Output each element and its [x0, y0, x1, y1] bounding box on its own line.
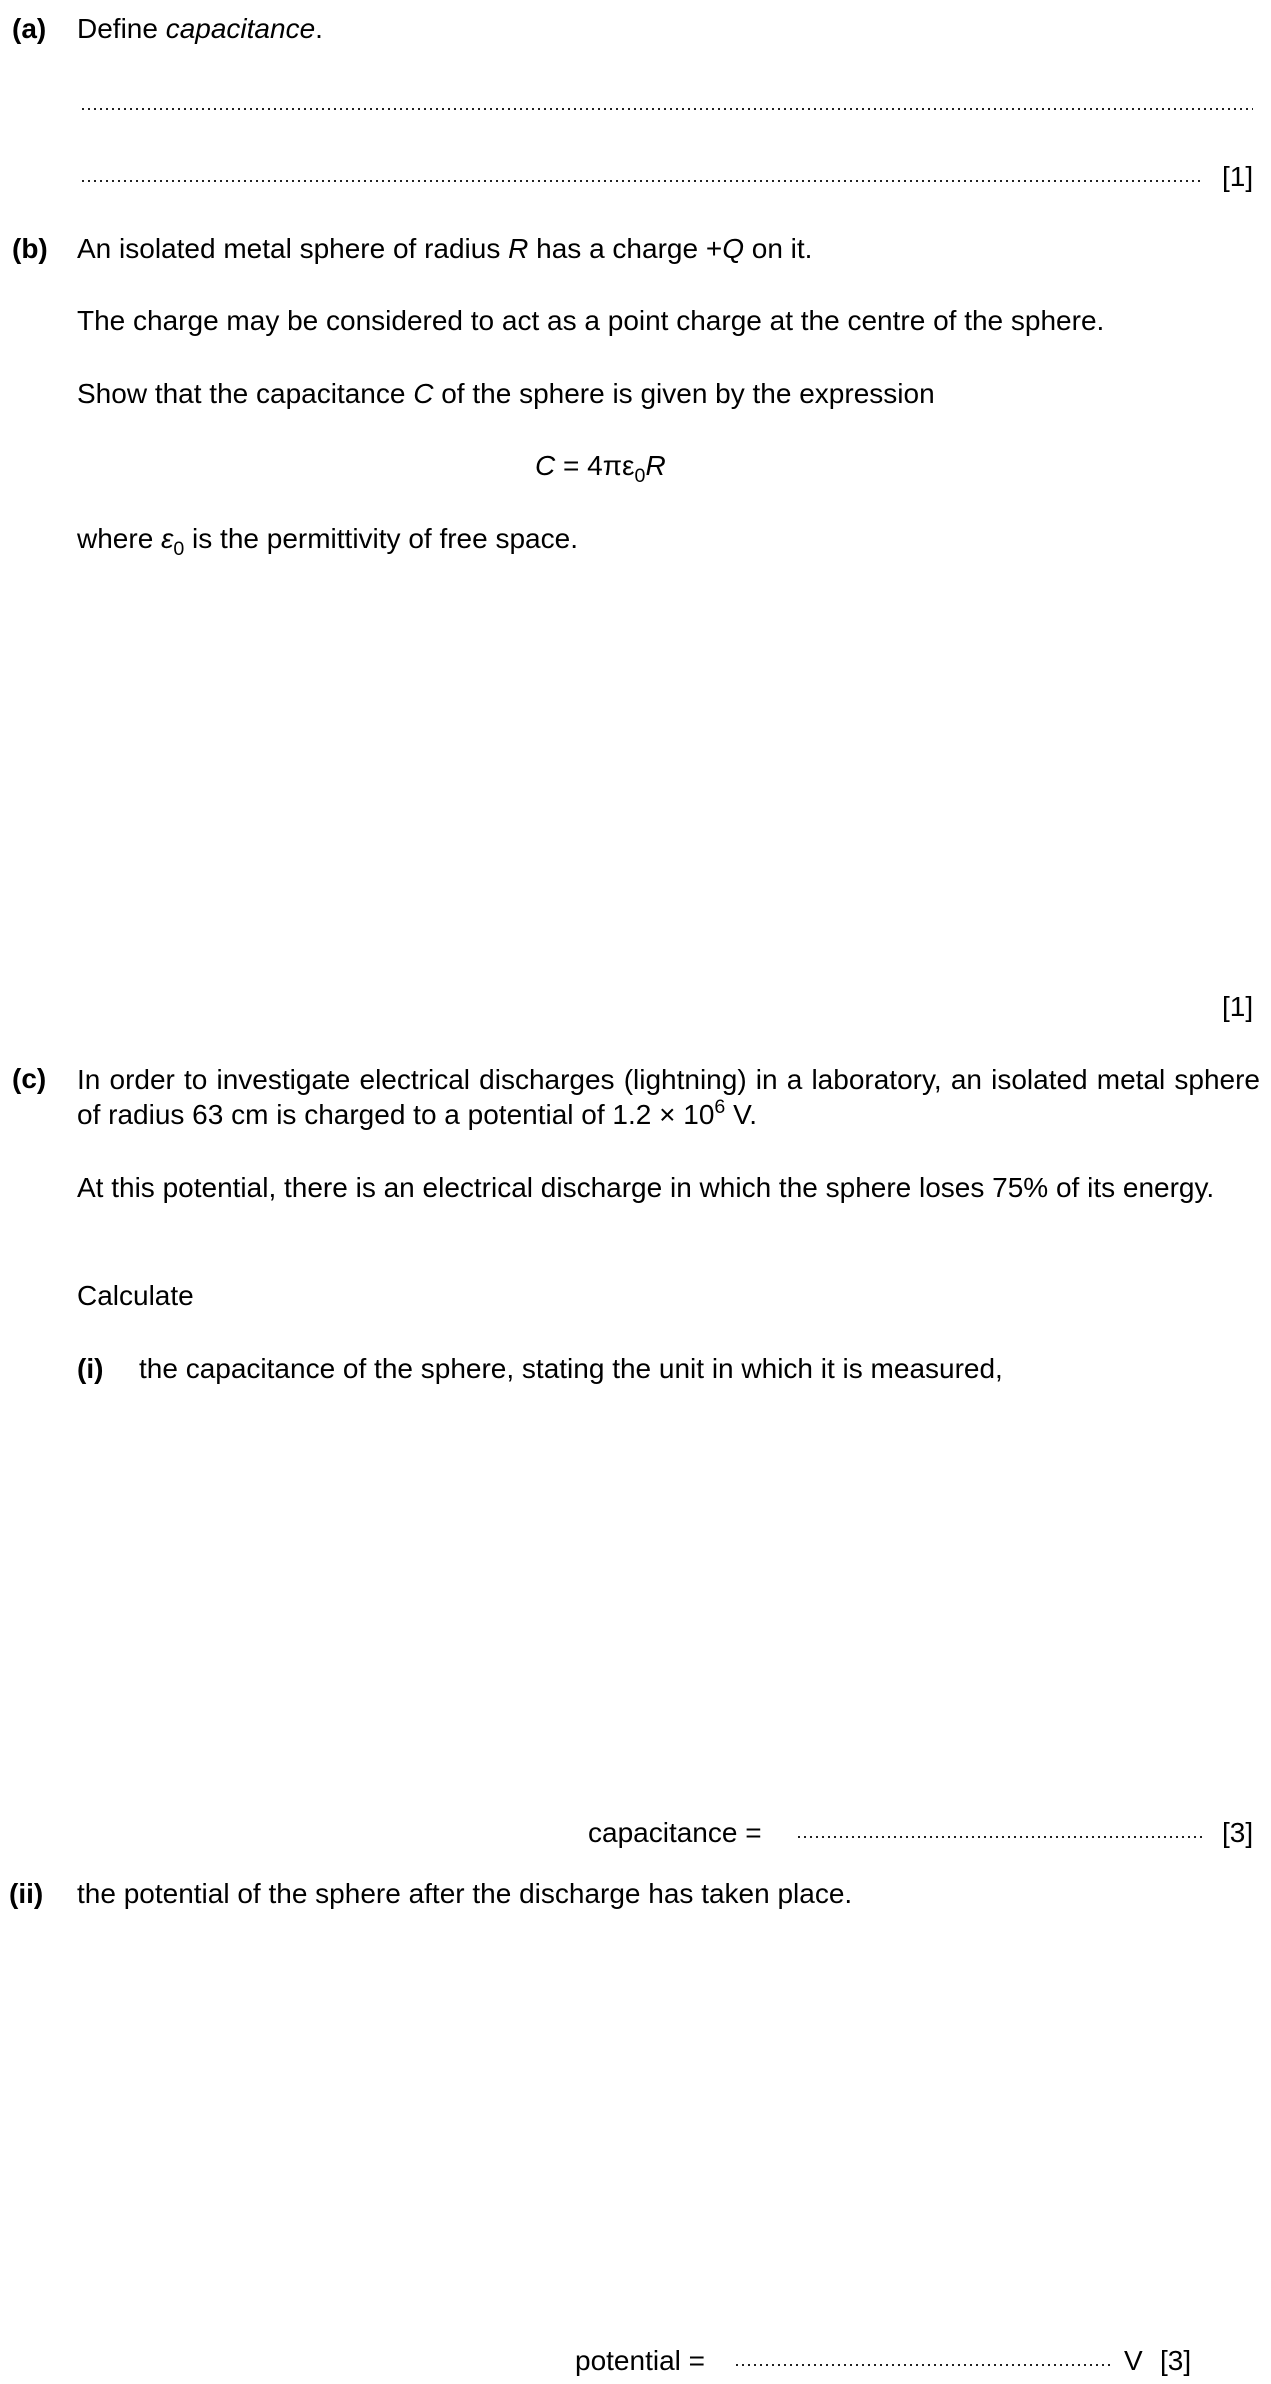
answer-line-a-2[interactable] [80, 180, 1202, 182]
part-a-question: Define capacitance. [77, 13, 323, 44]
part-c-paragraph-2: At this potential, there is an electrical discharge in which the sphere loses 75% of its energy. [77, 1172, 1215, 1203]
part-c-calculate: Calculate [77, 1280, 194, 1311]
potential-answer-field[interactable] [734, 2364, 1114, 2366]
part-a-marks: [1] [1222, 161, 1254, 192]
part-b-marks: [1] [1222, 991, 1254, 1022]
potential-unit: V [1124, 2345, 1143, 2376]
capacitance-equation: $C = 4\pi\varepsilon_0R$ [535, 450, 666, 487]
part-c-i-marks: [3] [1222, 1817, 1254, 1848]
part-b-line2: The charge may be considered to act as a point charge at the centre of the sphere. [77, 305, 1105, 336]
part-b-line1: An isolated metal sphere of radius R has a charge +Q on it. [77, 233, 813, 264]
part-b-line3: Show that the capacitance C of the sphere is given by the expression [77, 378, 935, 409]
potential-answer-label: potential = [575, 2345, 705, 2376]
part-c-ii-label: (ii) [9, 1878, 44, 1909]
answer-line-a-1[interactable] [80, 108, 1253, 110]
part-b-where: where $\varepsilon_0$ is the permittivity of free space. [77, 523, 578, 560]
part-c-i-label: (i) [77, 1353, 104, 1384]
part-c-ii-marks: [3] [1160, 2345, 1192, 2376]
capacitance-answer-label: capacitance = [588, 1817, 762, 1848]
part-b-label: (b) [12, 233, 48, 264]
capacitance-answer-field[interactable] [796, 1836, 1202, 1838]
part-c-ii-question: the potential of the sphere after the discharge has taken place. [77, 1878, 853, 1909]
part-c-label: (c) [12, 1063, 47, 1094]
part-c-i-question: the capacitance of the sphere, stating the unit in which it is measured, [139, 1353, 1003, 1384]
part-c-paragraph-1: In order to investigate electrical discharges (lightning) in a laboratory, an isolated metal sphere of radius 63 cm is charged to a potential of $1.2 \times 10^6$ V. [77, 1064, 1260, 1130]
part-a-label: (a) [12, 13, 47, 44]
